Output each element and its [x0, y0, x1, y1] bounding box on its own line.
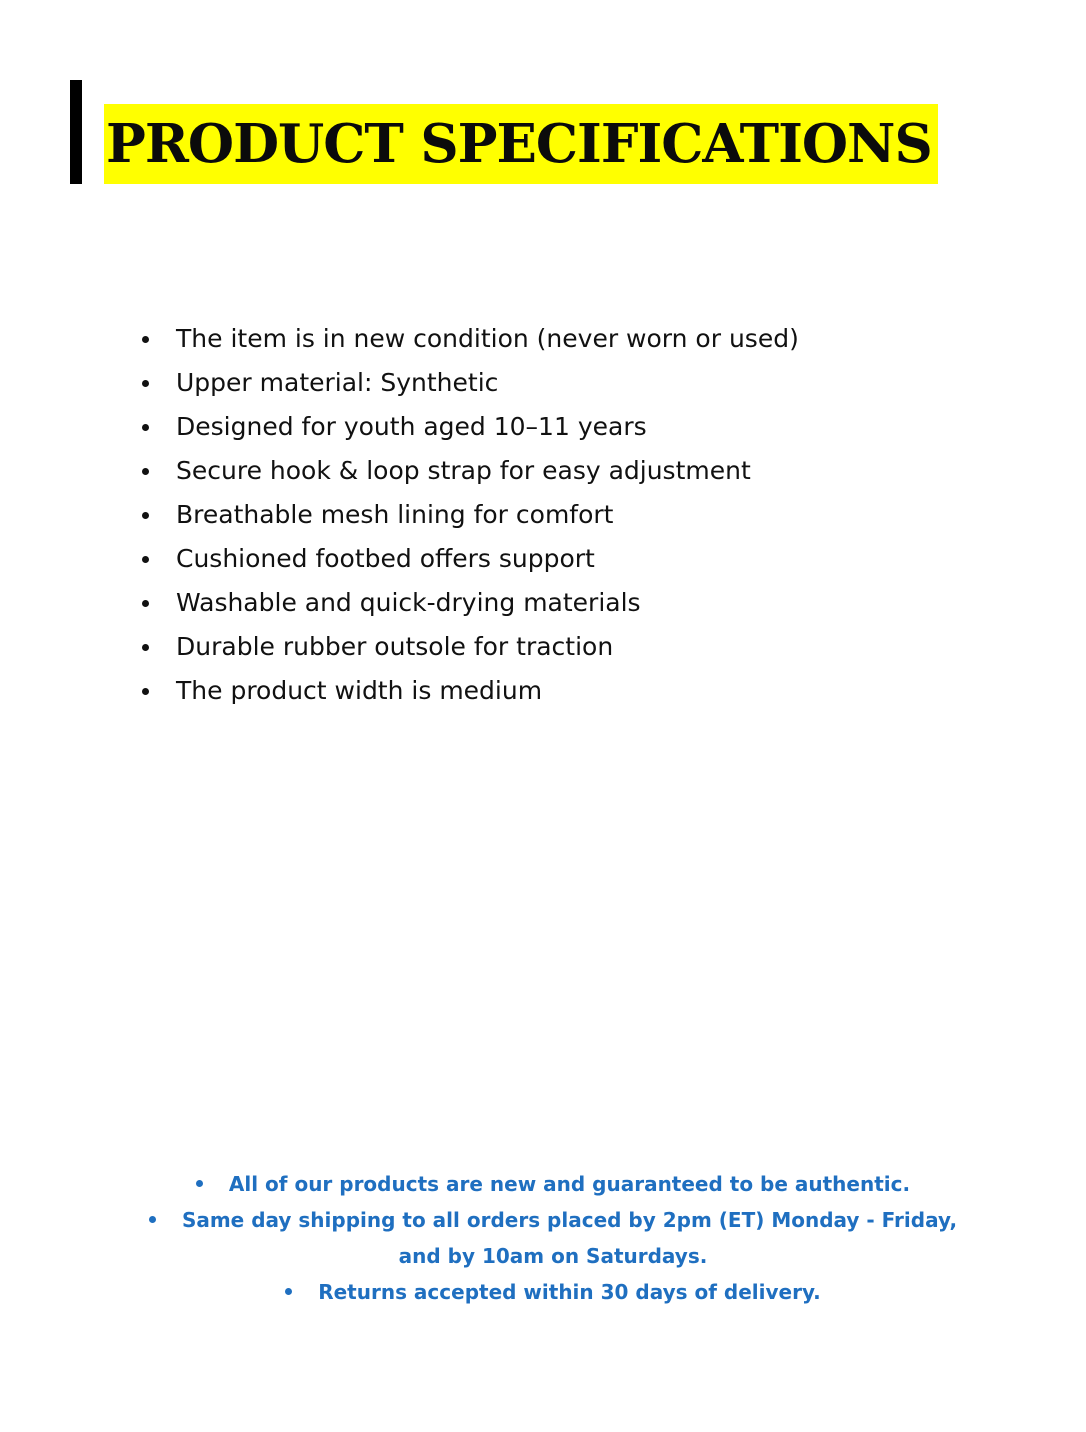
- spec-item: Upper material: Synthetic: [140, 361, 799, 405]
- store-policies-list: [130, 1166, 976, 1310]
- bullet-icon: [149, 1216, 156, 1223]
- spec-item: Secure hook & loop strap for easy adjustment: [140, 449, 799, 493]
- page-title: PRODUCT SPECIFICATIONS: [104, 104, 938, 184]
- specifications-list: [140, 317, 799, 713]
- spec-item: Cushioned footbed offers support: [140, 537, 799, 581]
- title-accent-bar: [70, 80, 82, 184]
- policy-item: [130, 1166, 976, 1202]
- policy-shipping-text: Same day shipping to all orders placed by 2pm (ET) Monday - Friday, and by 10am on Saturdays.: [181, 1208, 958, 1268]
- spec-item: The item is in new condition (never worn or used): [140, 317, 799, 361]
- spec-item: The product width is medium: [140, 669, 799, 713]
- policy-authentic-text: All of our products are new and guaranteed to be authentic.: [228, 1172, 911, 1196]
- spec-item: Washable and quick-drying materials: [140, 581, 799, 625]
- policy-returns-text: Returns accepted within 30 days of delivery.: [318, 1280, 821, 1304]
- spec-item: Breathable mesh lining for comfort: [140, 493, 799, 537]
- bullet-icon: [196, 1180, 203, 1187]
- policy-item: [130, 1274, 976, 1310]
- policy-item: [130, 1202, 976, 1274]
- spec-item: Durable rubber outsole for traction: [140, 625, 799, 669]
- spec-item: Designed for youth aged 10–11 years: [140, 405, 799, 449]
- bullet-icon: [285, 1288, 292, 1295]
